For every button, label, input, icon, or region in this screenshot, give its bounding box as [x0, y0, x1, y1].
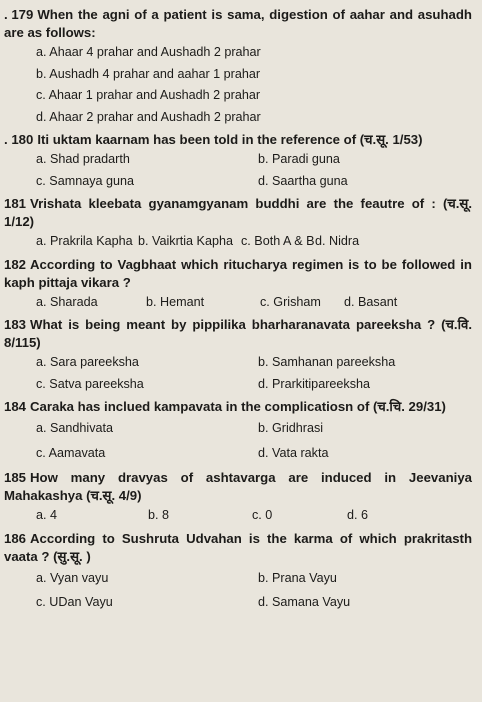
question-text: [4, 469, 472, 505]
option-a: a. Ahaar 4 prahar and Aushadh 2 prahar: [36, 45, 261, 59]
question-body: When the agni of a patient is sama, digestion of aahar and asuhadh are as follows:: [4, 7, 472, 40]
question-number: 185: [4, 470, 27, 485]
question-text: [4, 256, 472, 292]
option-d: d. Prarkitipareeksha: [258, 376, 370, 391]
option-c: c. Ahaar 1 prahar and Aushadh 2 prahar: [36, 88, 261, 102]
options-list: [4, 505, 472, 527]
options-list: [4, 231, 472, 253]
option-b: b. Gridhrasi: [258, 421, 324, 435]
option-c: c. 0: [252, 508, 273, 522]
option-a: a. 4: [36, 508, 58, 522]
question-body: Iti uktam kaarnam has been told in the reference of (च.सू. 1/53): [37, 132, 423, 147]
option-d: d. Nidra: [315, 234, 360, 248]
options-list: [4, 416, 472, 466]
option-b: b. Samhanan pareeksha: [258, 355, 396, 369]
question-180: [4, 131, 472, 192]
question-number: . 180: [4, 132, 34, 147]
options-list: [4, 566, 472, 614]
question-181: [4, 195, 472, 253]
question-text: [4, 316, 472, 352]
question-body: According to Sushruta Udvahan is the karma of which prakritasth vaata ? (सु.सू. ): [4, 530, 472, 564]
options-list: [4, 352, 472, 395]
option-d: d. Ahaar 2 prahar and Aushadh 2 prahar: [36, 109, 261, 124]
option-c: c. Satva pareeksha: [36, 376, 144, 391]
option-c: c. Grisham: [260, 294, 321, 309]
question-184: [4, 398, 472, 466]
option-b: b. Hemant: [146, 294, 205, 309]
question-179: [4, 6, 472, 128]
option-a: a. Sharada: [36, 294, 98, 309]
option-a: a. Prakrila Kapha: [36, 234, 133, 248]
option-d: d. Basant: [344, 294, 398, 309]
question-text: [4, 6, 472, 42]
question-body: According to Vagbhaat which ritucharya regimen is to be followed in kaph pittaja vikara ?: [4, 256, 472, 290]
question-number: 182: [4, 256, 27, 272]
option-b: b. Prana Vayu: [258, 570, 337, 585]
question-number: 181: [4, 196, 27, 211]
question-body: Caraka has inclued kampavata in the complicatiosn of (च.चि. 29/31): [30, 399, 446, 414]
option-c: c. UDan Vayu: [36, 594, 113, 609]
options-list: [4, 149, 472, 192]
question-number: . 179: [4, 7, 34, 22]
option-a: a. Vyan vayu: [36, 570, 109, 585]
option-c: c. Aamavata: [36, 446, 106, 460]
option-d: d. Saartha guna: [258, 173, 348, 188]
question-text: [4, 398, 472, 416]
option-a: a. Sandhivata: [36, 421, 114, 435]
option-b: b. Paradi guna: [258, 152, 340, 166]
option-d: d. 6: [347, 508, 369, 522]
option-c: c. Samnaya guna: [36, 173, 135, 188]
option-c: c. Both A & B: [241, 234, 315, 248]
option-b: b. Vaikrtia Kapha: [138, 234, 233, 248]
question-body: How many dravyas of ashtavarga are induced in Jeevaniya Mahakashya (च.सू. 4/9): [4, 470, 472, 503]
question-text: [4, 195, 472, 231]
options-list: [4, 42, 472, 128]
question-text: [4, 131, 472, 149]
question-number: 184: [4, 399, 27, 414]
question-number: 186: [4, 530, 27, 546]
option-d: d. Vata rakta: [258, 446, 329, 460]
question-185: [4, 469, 472, 527]
question-186: [4, 530, 472, 614]
question-body: What is being meant by pippilika bharharanavata pareeksha ? (च.वि. 8/115): [4, 317, 472, 350]
option-a: a. Shad pradarth: [36, 152, 130, 166]
question-text: [4, 530, 472, 566]
option-b: b. Aushadh 4 prahar and aahar 1 prahar: [36, 66, 261, 81]
question-number: 183: [4, 317, 27, 332]
question-183: [4, 316, 472, 395]
options-list: [4, 292, 472, 314]
question-182: [4, 256, 472, 314]
option-d: d. Samana Vayu: [258, 594, 351, 609]
option-b: b. 8: [148, 508, 170, 522]
option-a: a. Sara pareeksha: [36, 355, 139, 369]
question-body: Vrishata kleebata gyanamgyanam buddhi are the feautre of : (च.सू. 1/12): [4, 196, 472, 229]
